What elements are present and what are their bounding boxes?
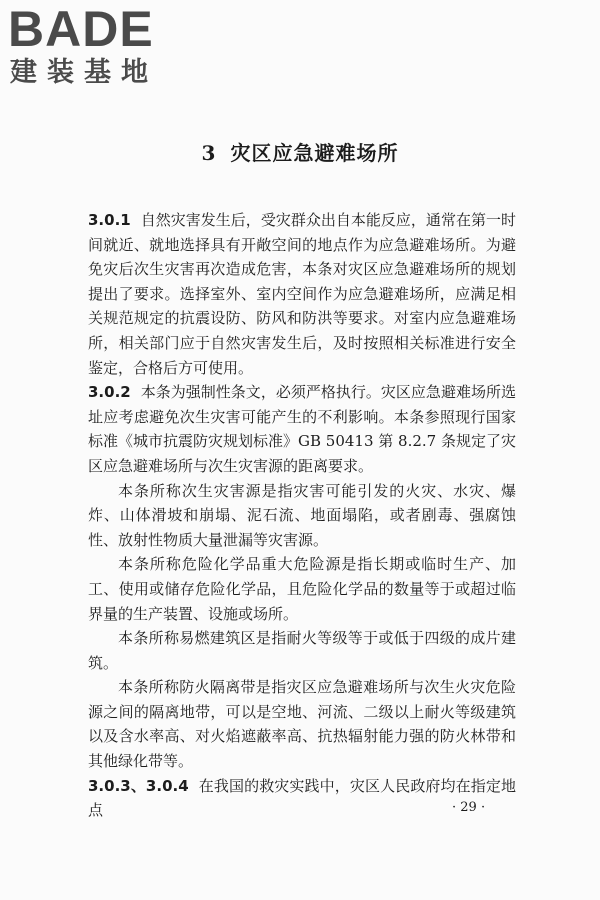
chapter-title (0, 140, 600, 166)
clause-text: 自然灾害发生后，受灾群众出自本能反应，通常在第一时间就近、就地选择具有开敞空间的地点作为应急避难场所。为避免灾后次生灾害再次造成危害，本条对灾区应急避难场所的规划提出了要求。选择室外、室内空间作为应急避难场所，应满足相关规范规定的抗震设防、防风和防洪等要求。对室内应急避难场所，相关部门应于自然灾害发生后，及时按照相关标准进行安全鉴定，合格后方可使用。 (88, 211, 516, 377)
chapter-title-text: 灾区应急避难场所 (230, 141, 399, 165)
clause-number: 3.0.2 (88, 383, 131, 402)
paragraph-secondary-hazard: 本条所称次生灾害源是指灾害可能引发的火灾、水灾、爆炸、山体滑坡和崩塌、泥石流、地面塌陷，或者剧毒、强腐蚀性、放射性物质大量泄漏等灾害源。 (88, 481, 516, 549)
bade-logo (8, 1, 178, 92)
paragraph-firebreak: 本条所称防火隔离带是指灾区应急避难场所与次生火灾危险源之间的隔离地带，可以是空地、河流、二级以上耐火等级建筑以及含水率高、对火焰遮蔽率高、抗热辐射能力强的防火林带和其他绿化带等。 (88, 678, 516, 771)
chapter-number: 3 (201, 141, 217, 165)
clause-text: 在我国的救灾实践中，灾区人民政府均在指定地点 (88, 776, 516, 820)
clause-3-0-1 (88, 208, 516, 380)
clause-text: 本条为强制性条文，必须严格执行。灾区应急避难场所选址应考虑避免次生灾害可能产生的不利影响。本条参照现行国家标准《城市抗震防灾规划标准》GB 50413 第 8.2.7 条规定了灾区应急避难场所与次生灾害源的距离要求。 (88, 383, 516, 475)
body-text (88, 208, 516, 823)
logo-chinese-name: 建装基地 (10, 57, 158, 88)
paragraph-flammable-area: 本条所称易燃建筑区是指耐火等级等于或低于四级的成片建筑。 (88, 629, 516, 672)
logo-wordmark: BADE (8, 1, 154, 57)
clause-3-0-2 (88, 380, 516, 478)
paragraph-hazardous-chemicals: 本条所称危险化学品重大危险源是指长期或临时生产、加工、使用或储存危险化学品，且危险化学品的数量等于或超过临界量的生产装置、设施或场所。 (88, 555, 516, 623)
clause-number: 3.0.1 (88, 211, 131, 229)
clause-number: 3.0.3、3.0.4 (88, 776, 189, 795)
page-number: · 29 · (452, 800, 486, 815)
